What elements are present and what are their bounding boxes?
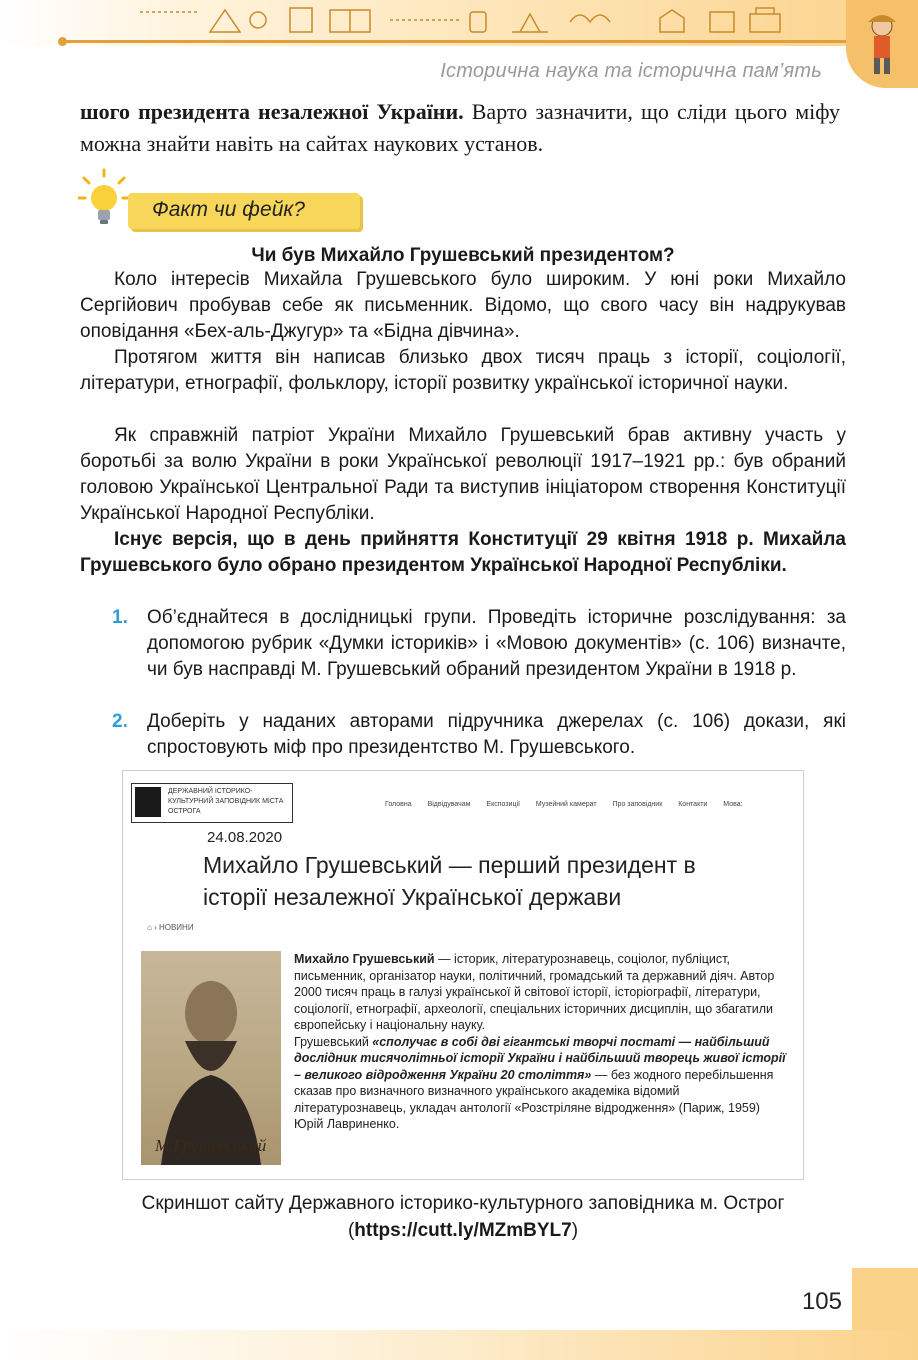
explorer-mascot-badge (846, 0, 918, 88)
screenshot-caption (80, 1190, 846, 1244)
breadcrumb (147, 923, 194, 932)
fact-bold-statement: Існує версія, що в день прийняття Конституції 29 квітня 1918 р. Михайла Грушевського було обрано президентом Української Народної Республіки. (80, 529, 846, 576)
header-rule (60, 40, 880, 43)
article-bio (294, 951, 790, 1133)
site-nav (385, 801, 757, 808)
task-number-2: 2. (112, 711, 128, 732)
fact-paragraph-1: Коло інтересів Михайла Грушевського було широким. У юні роки Михайло Сергійович пробував себе як письменник. Відомо, що свого часу він надрукував оповідання «Бех-аль-Джугур» та «Бідна дівчина». (80, 269, 846, 342)
intro-paragraph (80, 96, 840, 160)
fact-paragraph-2: Протягом життя він написав близько двох тисяч праць з історії, соціології, літератури, етнографії, фольклору, історії розвитку української історичної науки. (80, 347, 846, 394)
page-number: 105 (801, 1288, 842, 1315)
task-text-2: Доберіть у наданих авторами підручника джерелах (с. 106) докази, які спростовують міф про президентство М. Грушевського. (147, 711, 846, 758)
lightbulb-icon (78, 168, 130, 232)
history-icons-strip (140, 2, 820, 38)
page-number-tab (852, 1268, 918, 1330)
task-item-1 (112, 605, 846, 683)
fact-or-fake-banner (128, 193, 360, 229)
nav-item-visitors: Відвідувачам (427, 801, 471, 808)
fact-title: Чи був Михайло Грушевський президентом? (251, 245, 675, 266)
portrait-figure (141, 951, 281, 1165)
fact-paragraph-3: Як справжній патріот України Михайло Грушевський брав активну участь у боротьбі за волю України в роки Української революції 1917–1921 рр.: був обраний головою Української Центральної Ради та виступив ініціатором створення Конституції Української Народної Республіки. (80, 425, 846, 524)
bio-text-2-lead: Грушевський (294, 1034, 373, 1049)
bio-text-1: — історик, літературознавець, соціолог, публіцист, письменник, організатор науки, політичний, громадський та державний діяч. Автор 2000 тисяч праць в галузі української й світової історії, історіографії, літератури, соціології, етнографії, археології, спеціальних історичних дисциплін, що збагатили європейську і національну науку. (294, 952, 775, 1032)
caption-link[interactable]: https://cutt.ly/MZmBYL7 (354, 1220, 572, 1241)
caption-close: ) (571, 1220, 579, 1241)
portrait-photo (141, 951, 281, 1165)
nav-item-exhibits: Експозиції (486, 801, 520, 808)
portrait-signature: М.Грушевський (155, 1136, 267, 1155)
nav-item-language: Мова: (723, 801, 743, 808)
reserve-logo-mark (135, 787, 161, 817)
nav-item-museum: Музейний камерат (535, 801, 597, 808)
nav-item-home: Головна (385, 801, 412, 808)
bio-name: Михайло Грушевський (294, 952, 435, 966)
header-rule-dot (58, 37, 67, 46)
task-text-1: Об’єднайтеся в дослідницькі групи. Проведіть історичне розслідування: за допомогою рубрик «Думки істориків» і «Мовою документів» (с. 106) визначте, чи був насправді М. Грушевський обраний президентом України в 1918 р. (147, 607, 846, 680)
fact-banner-label: Факт чи фейк? (152, 198, 305, 221)
nav-item-about: Про заповідник (612, 801, 663, 808)
article-headline: Михайло Грушевський — перший президент в історії незалежної Української держави (203, 852, 696, 910)
task-number-1: 1. (112, 607, 128, 628)
website-screenshot (122, 770, 804, 1180)
caption-text: Скриншот сайту Державного історико-культурного заповідника м. Острог ( (141, 1193, 785, 1241)
intro-bold: шого президента незалежної України. (80, 99, 464, 124)
breadcrumb-label: › НОВИНИ (154, 923, 194, 932)
bio-text-2-tail: — без жодного перебільшення сказав про визначного визначного українського академіка відомий літературознавець, укладач антології «Розстріляне відродження» (Париж, 1959) Юрій Лавриненко. (294, 1067, 774, 1131)
home-icon: ⌂ (147, 923, 152, 932)
bio-quote: «сполучає в собі дві гігантські творчі постаті — найбільший дослідник тисячолітньої історії України і найбільший творець живої історії – великого відродження України 20 століття» (294, 1034, 786, 1082)
explorer-icon (846, 0, 918, 88)
section-title: Історична наука та історична пам’ять (440, 60, 822, 82)
nav-item-contacts: Контакти (678, 801, 708, 808)
intro-rest: Варто зазначити, що сліди цього міфу можна знайти навіть на сайтах наукових установ. (80, 99, 841, 156)
article-date: 24.08.2020 (207, 829, 283, 846)
reserve-logo-text: ДЕРЖАВНИЙ ІСТОРИКО-КУЛЬТУРНИЙ ЗАПОВІДНИК МІСТА ОСТРОГА (168, 788, 284, 815)
reserve-logo (131, 783, 293, 823)
task-item-2 (112, 709, 846, 761)
footer-decoration (0, 1330, 918, 1360)
